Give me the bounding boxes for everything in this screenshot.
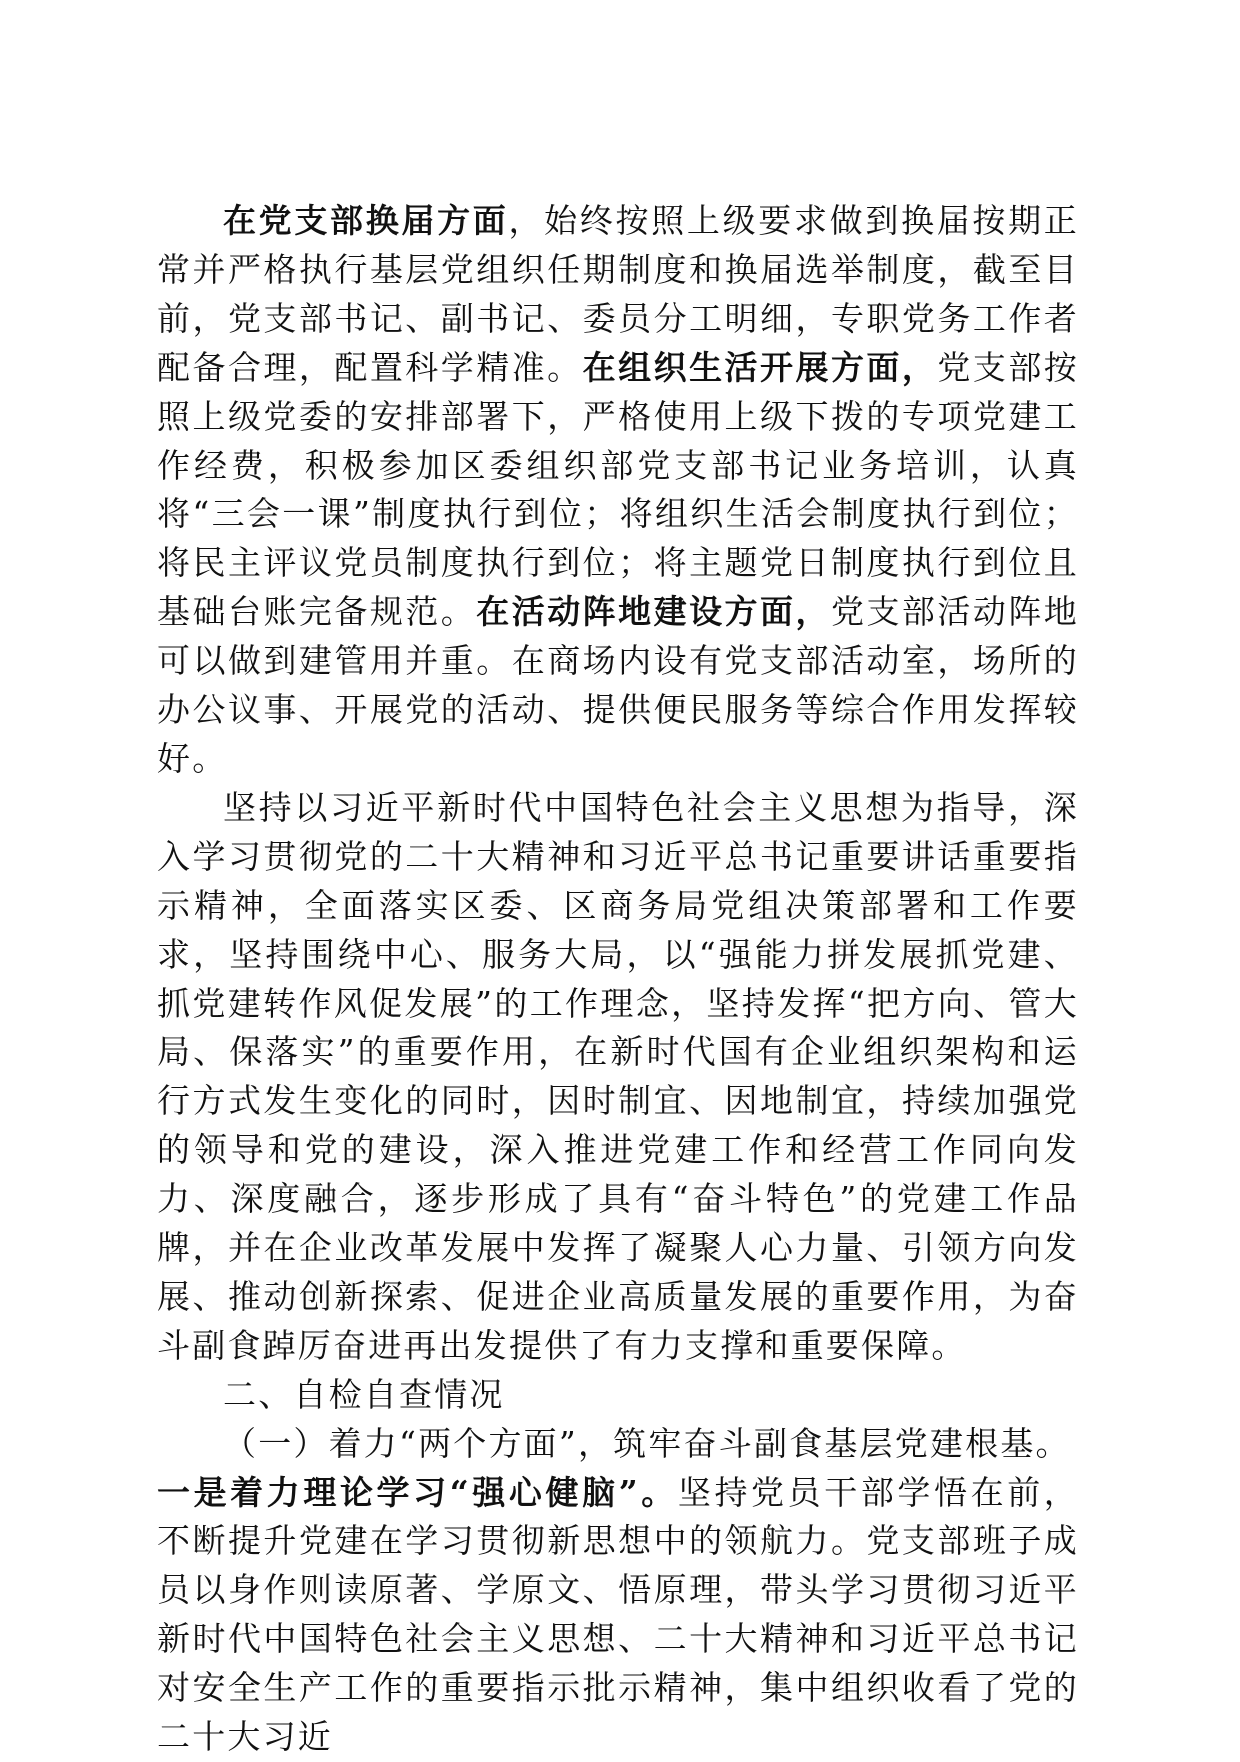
paragraph-theory-study xyxy=(157,1469,1079,1762)
bold-lead-election: 在党支部换届方面 xyxy=(223,201,509,240)
subsection-heading-two-aspects: （一）着力“两个方面”，筑牢奋斗副食基层党建根基。 xyxy=(223,1423,1071,1463)
bold-lead-theory-study: 一是着力理论学习“强心健脑”。 xyxy=(157,1472,678,1512)
text-organization-life: 党支部按照上级党委的安排部署下，严格使用上级下拨的专项党建工作经费，积极参加区委组织部党支部书记业务培训，认真将“三会一课”制度执行到位；将组织生活会制度执行到位；将民主评议党员制度执行到位；将主题党日制度执行到位且基础台账完备规范。 xyxy=(157,347,1079,632)
text-theory-study: 坚持党员干部学悟在前，不断提升党建在学习贯彻新思想中的领航力。党支部班子成员以身作则读原著、学原文、悟原理，带头学习贯彻习近平新时代中国特色社会主义思想、二十大精神和习近平总书记对安全生产工作的重要指示批示精神，集中组织收看了党的二十大习近 xyxy=(157,1472,1080,1757)
document-page xyxy=(157,197,1079,1762)
bold-lead-organization-life: 在组织生活开展方面， xyxy=(582,347,938,387)
paragraph-party-branch-work xyxy=(157,197,1079,784)
bold-lead-activity-venue: 在活动阵地建设方面， xyxy=(476,592,831,632)
paragraph-guiding-thought: 坚持以习近平新时代中国特色社会主义思想为指导，深入学习贯彻党的二十大精神和习近平总书记重要讲话重要指示精神，全面落实区委、区商务局党组决策部署和工作要求，坚持围绕中心、服务大局，以“强能力拼发展抓党建、抓党建转作风促发展”的工作理念，坚持发挥“把方向、管大局、保落实”的重要作用，在新时代国有企业组织架构和运行方式发生变化的同时，因时制宜、因地制宜，持续加强党的领导和党的建设，深入推进党建工作和经营工作同向发力、深度融合，逐步形成了具有“奋斗特色”的党建工作品牌，并在企业改革发展中发挥了凝聚人心力量、引领方向发展、推动创新探索、促进企业高质量发展的重要作用，为奋斗副食踔厉奋进再出发提供了有力支撑和重要保障。 xyxy=(157,787,1079,1365)
text-election: ，始终按照上级要求做到换届按期正常并严格执行基层党组织任期制度和换届选举制度，截至目前，党支部书记、副书记、委员分工明细，专职党务工作者配备合理，配置科学精准。 xyxy=(157,201,1079,387)
section-heading-self-inspection: 二、自检自查情况 xyxy=(223,1374,505,1414)
text-activity-venue: 党支部活动阵地可以做到建管用并重。在商场内设有党支部活动室，场所的办公议事、开展党的活动、提供便民服务等综合作用发挥较好。 xyxy=(157,592,1079,778)
